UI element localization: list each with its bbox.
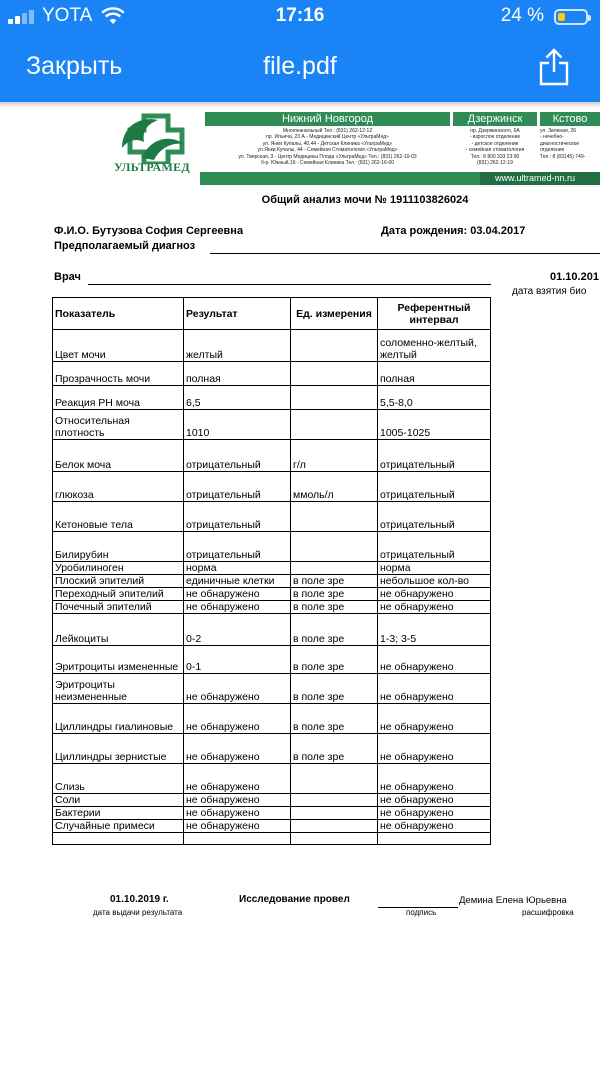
cell-reference: не обнаружено — [378, 588, 491, 601]
cell-result: 1010 — [184, 410, 291, 440]
performer-name: Демина Елена Юрьевна — [459, 895, 567, 906]
cell-result: не обнаружено — [184, 674, 291, 704]
cell-unit — [291, 330, 378, 362]
cell-result: не обнаружено — [184, 794, 291, 807]
cell-reference: не обнаружено — [378, 794, 491, 807]
cell-parameter: Соли — [53, 794, 184, 807]
cell-result: отрицательный — [184, 532, 291, 562]
cell-result: не обнаружено — [184, 764, 291, 794]
table-row — [53, 794, 491, 807]
table-row — [53, 386, 491, 410]
header-unit: Ед. измерения — [291, 298, 378, 330]
sample-date-caption: дата взятия био — [512, 286, 587, 297]
cell-parameter: Реакция PH моча — [53, 386, 184, 410]
cell-unit: в поле зре — [291, 588, 378, 601]
table-row — [53, 646, 491, 674]
cell-parameter: Относительная плотность — [53, 410, 184, 440]
header-parameter: Показатель — [53, 298, 184, 330]
cell-reference: не обнаружено — [378, 820, 491, 833]
cell-unit: в поле зре — [291, 704, 378, 734]
clinic-logo-name: УЛЬТРАМЕД — [114, 160, 190, 174]
cell-parameter: Слизь — [53, 764, 184, 794]
battery-icon — [554, 9, 588, 25]
city-main-bar: Нижний Новгород — [205, 112, 450, 126]
cell-reference — [378, 833, 491, 845]
status-time: 17:16 — [275, 5, 325, 26]
cell-result: отрицательный — [184, 440, 291, 472]
cell-parameter: Бактерии — [53, 807, 184, 820]
table-row — [53, 674, 491, 704]
main-addresses: Многоканальный Тел.: (831) 262-12-12 пр. Ильича, 23 А - Медицинский Центр «УльтраМед» ул. Янки Купалы, 40,44 - Детская Клиника «УльтраМед» ул.Янки Купалы, 44 - Семейная Стоматология «УльтраМед» ул. Тверская, 3 - Центр Медицины Плода «УльтраМед» Тел.: (831) 262-10-03 б-р. Южный,16 - Семейная Клиника Тел.: (831) 262-16-00 — [238, 128, 417, 167]
cell-parameter: Цвет мочи — [53, 330, 184, 362]
cell-unit: в поле зре — [291, 601, 378, 614]
cell-result: единичные клетки — [184, 575, 291, 588]
city-2-bar: Дзержинск — [453, 112, 537, 126]
cell-parameter — [53, 833, 184, 845]
cell-reference: отрицательный — [378, 532, 491, 562]
sample-date: 01.10.201 — [550, 271, 599, 283]
cell-reference: 1005-1025 — [378, 410, 491, 440]
cell-unit — [291, 532, 378, 562]
cell-result: полная — [184, 362, 291, 386]
cell-result: не обнаружено — [184, 807, 291, 820]
cell-result: 0-2 — [184, 614, 291, 646]
cell-unit: ммоль/л — [291, 472, 378, 502]
performer-caption: расшифровка — [522, 908, 574, 917]
cell-result: не обнаружено — [184, 704, 291, 734]
table-header-row — [53, 298, 491, 330]
analysis-title: Общий анализ мочи № 1911103826024 — [261, 194, 469, 206]
cell-parameter: Билирубин — [53, 532, 184, 562]
cell-unit — [291, 562, 378, 575]
cell-result: 6,5 — [184, 386, 291, 410]
doctor-line — [88, 284, 491, 285]
table-row — [53, 362, 491, 386]
clinic-logo-icon — [114, 108, 198, 164]
cell-unit — [291, 764, 378, 794]
table-row — [53, 820, 491, 833]
header-result: Результат — [184, 298, 291, 330]
page-shadow — [0, 102, 600, 108]
diagnosis-line — [210, 253, 600, 254]
table-row — [53, 532, 491, 562]
cell-unit — [291, 386, 378, 410]
kstovo-addresses: ул. Зеленая, 26 - нечебно- диагностическое отделение Тел.: 8 (83145) 749- — [540, 128, 586, 160]
cell-parameter: Почечный эпителий — [53, 601, 184, 614]
cell-parameter: глюкоза — [53, 472, 184, 502]
cell-parameter: Прозрачность мочи — [53, 362, 184, 386]
cell-reference: норма — [378, 562, 491, 575]
cell-reference: не обнаружено — [378, 764, 491, 794]
cell-parameter: Эритроциты измененные — [53, 646, 184, 674]
cell-reference: отрицательный — [378, 472, 491, 502]
table-row — [53, 833, 491, 845]
cell-parameter: Кетоновые тела — [53, 502, 184, 532]
cell-parameter: Переходный эпителий — [53, 588, 184, 601]
cell-result: норма — [184, 562, 291, 575]
cell-reference: полная — [378, 362, 491, 386]
patient-name: Ф.И.О. Бутузова София Сергеевна — [54, 225, 244, 237]
cell-unit: в поле зре — [291, 734, 378, 764]
cell-parameter: Циллиндры гиалиновые — [53, 704, 184, 734]
cell-parameter: Случайные примеси — [53, 820, 184, 833]
table-row — [53, 588, 491, 601]
cell-reference: 1-3; 3-5 — [378, 614, 491, 646]
cell-reference: не обнаружено — [378, 807, 491, 820]
table-row — [53, 807, 491, 820]
cell-unit — [291, 820, 378, 833]
table-row — [53, 330, 491, 362]
cell-reference: не обнаружено — [378, 601, 491, 614]
cell-parameter: Эритроциты неизмененные — [53, 674, 184, 704]
table-row — [53, 410, 491, 440]
cell-reference: отрицательный — [378, 502, 491, 532]
cell-result: отрицательный — [184, 472, 291, 502]
cell-result — [184, 833, 291, 845]
cell-result: 0-1 — [184, 646, 291, 674]
performed-label: Исследование провел — [239, 894, 350, 905]
cell-parameter: Лейкоциты — [53, 614, 184, 646]
table-row — [53, 734, 491, 764]
cell-result: не обнаружено — [184, 734, 291, 764]
table-row — [53, 502, 491, 532]
issue-date-caption: дата выдачи результата — [93, 908, 183, 917]
doctor-label: Врач — [54, 271, 81, 283]
cell-reference: отрицательный — [378, 440, 491, 472]
cell-result: желтый — [184, 330, 291, 362]
status-bar — [0, 0, 600, 34]
carrier-name: YOTA — [42, 5, 93, 26]
file-name-title: file.pdf — [263, 52, 337, 80]
table-row — [53, 575, 491, 588]
table-row — [53, 562, 491, 575]
table-row — [53, 764, 491, 794]
cell-result: отрицательный — [184, 502, 291, 532]
cell-reference: не обнаружено — [378, 704, 491, 734]
battery-percent: 24 % — [500, 5, 544, 26]
city-3-bar: Кстово — [540, 112, 600, 126]
viewer-top-bar — [0, 0, 600, 102]
cell-unit: в поле зре — [291, 674, 378, 704]
clinic-website: www.ultramed-nn.ru — [480, 172, 600, 185]
cell-parameter: Белок моча — [53, 440, 184, 472]
dzerzhinsk-addresses: пр. Дзержинского, 6А - взрослое отделение - детское отделение - семейная стоматология Тел.: 8 800 333 23 90 (831) 262-12-19 — [465, 128, 525, 167]
cell-unit — [291, 794, 378, 807]
cell-parameter: Плоский эпителий — [53, 575, 184, 588]
cell-reference: небольшое кол-во — [378, 575, 491, 588]
pdf-page[interactable] — [0, 102, 600, 1066]
table-row — [53, 472, 491, 502]
cell-parameter: Циллиндры зернистые — [53, 734, 184, 764]
cell-unit — [291, 362, 378, 386]
cell-unit — [291, 807, 378, 820]
issue-date: 01.10.2019 г. — [110, 894, 169, 905]
table-row — [53, 614, 491, 646]
signature-caption: подпись — [406, 908, 437, 917]
cell-result: не обнаружено — [184, 820, 291, 833]
cell-result: не обнаружено — [184, 601, 291, 614]
diagnosis-label: Предполагаемый диагноз — [54, 240, 196, 252]
cell-reference: не обнаружено — [378, 674, 491, 704]
table-row — [53, 704, 491, 734]
cell-unit — [291, 410, 378, 440]
cell-unit: г/л — [291, 440, 378, 472]
table-row — [53, 601, 491, 614]
cell-reference: не обнаружено — [378, 734, 491, 764]
cell-unit: в поле зре — [291, 646, 378, 674]
birth-date: Дата рождения: 03.04.2017 — [381, 225, 526, 237]
table-row — [53, 440, 491, 472]
cell-unit — [291, 502, 378, 532]
header-reference: Референтный интервал — [378, 298, 491, 330]
cell-parameter: Уробилиноген — [53, 562, 184, 575]
cell-reference: соломенно-желтый, желтый — [378, 330, 491, 362]
cell-unit — [291, 833, 378, 845]
cell-result: не обнаружено — [184, 588, 291, 601]
cell-unit: в поле зре — [291, 614, 378, 646]
cell-unit: в поле зре — [291, 575, 378, 588]
cell-reference: не обнаружено — [378, 646, 491, 674]
share-icon[interactable] — [538, 48, 570, 86]
close-button[interactable]: Закрыть — [26, 52, 123, 80]
cell-reference: 5,5-8,0 — [378, 386, 491, 410]
results-table — [52, 297, 491, 845]
